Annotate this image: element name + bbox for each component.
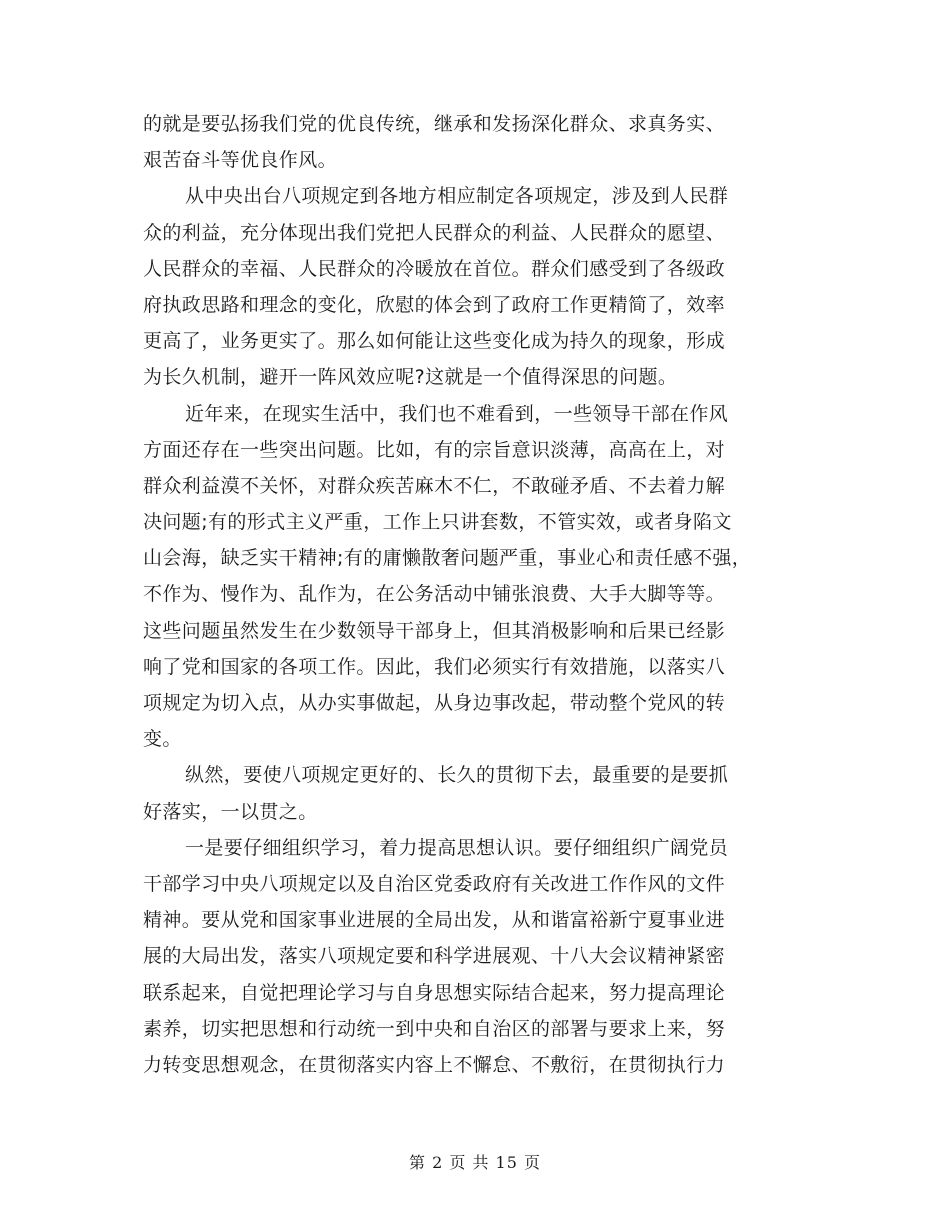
text-line: 从中央出台八项规定到各地方相应制定各项规定，涉及到人民群 [185,185,729,208]
paragraph-3 [143,396,815,758]
text-line: 项规定为切入点，从办实事做起，从身边事改起，带动整个党风的转 [143,692,726,714]
text-line: 这些问题虽然发生在少数领导干部身上，但其消极影响和后果已经影 [143,619,726,642]
text-line: 的就是要弘扬我们党的优良传统，继承和发扬深化群众、求真务实、 [143,113,726,135]
text-line: 展的大局出发，落实八项规定要和科学进展观、十八大会议精神紧密 [143,945,726,968]
text-line: 精神。要从党和国家事业进展的全局出发，从和谐富裕新宁夏事业进 [143,909,726,932]
paragraph-4 [143,757,815,829]
text-line: 好落实，一以贯之。 [143,800,318,823]
text-line: 众的利益，充分体现出我们党把人民群众的利益、人民群众的愿望、 [143,221,726,244]
text-line: 力转变思想观念，在贯彻落实内容上不懈怠、不敷衍，在贯彻执行力 [143,1053,726,1076]
text-line: 一是要仔细组织学习，着力提高思想认识。要仔细组织广阔党员 [185,836,729,859]
text-line: 不作为、慢作为、乱作为，在公务活动中铺张浪费、大手大脚等等。 [143,583,726,606]
text-line: 艰苦奋斗等优良作风。 [143,149,338,172]
text-line: 更高了，业务更实了。那么如何能让这些变化成为持久的现象，形成 [143,330,726,353]
text-line: 群众利益漠不关怀，对群众疾苦麻木不仁，不敢碰矛盾、不去着力解 [143,474,726,497]
text-line: 人民群众的幸福、人民群众的冷暖放在首位。群众们感受到了各级政 [143,257,726,280]
text-line: 素养，切实把思想和行动统一到中央和自治区的部署与要求上来，努 [143,1017,726,1040]
text-line: 纵然，要使八项规定更好的、长久的贯彻下去，最重要的是要抓 [185,764,729,787]
document-body [143,106,815,1083]
text-line: 方面还存在一些突出问题。比如，有的宗旨意识淡薄，高高在上，对 [143,438,726,461]
text-line: 近年来，在现实生活中，我们也不难看到，一些领导干部在作风 [185,402,729,425]
text-line: 干部学习中央八项规定以及自治区党委政府有关改进工作作风的文件 [143,872,726,895]
text-line: 山会海，缺乏实干精神;有的庸懒散奢问题严重，事业心和责任感不强， [143,547,752,570]
text-line: 为长久机制，避开一阵风效应呢?这就是一个值得深思的问题。 [143,366,678,389]
text-line: 府执政思路和理念的变化，欣慰的体会到了政府工作更精简了，效率 [143,293,726,316]
text-line: 联系起来，自觉把理论学习与自身思想实际结合起来，努力提高理论 [143,981,726,1004]
text-line: 响了党和国家的各项工作。因此，我们必须实行有效措施，以落实八 [143,655,726,678]
paragraph-1 [143,106,815,178]
text-line: 决问题;有的形式主义严重，工作上只讲套数，不管实效，或者身陷文 [143,511,732,534]
text-line: 变。 [143,728,182,751]
paragraph-5 [143,830,815,1083]
page-number-footer: 第 2 页 共 15 页 [409,1153,541,1172]
paragraph-2 [143,178,815,395]
